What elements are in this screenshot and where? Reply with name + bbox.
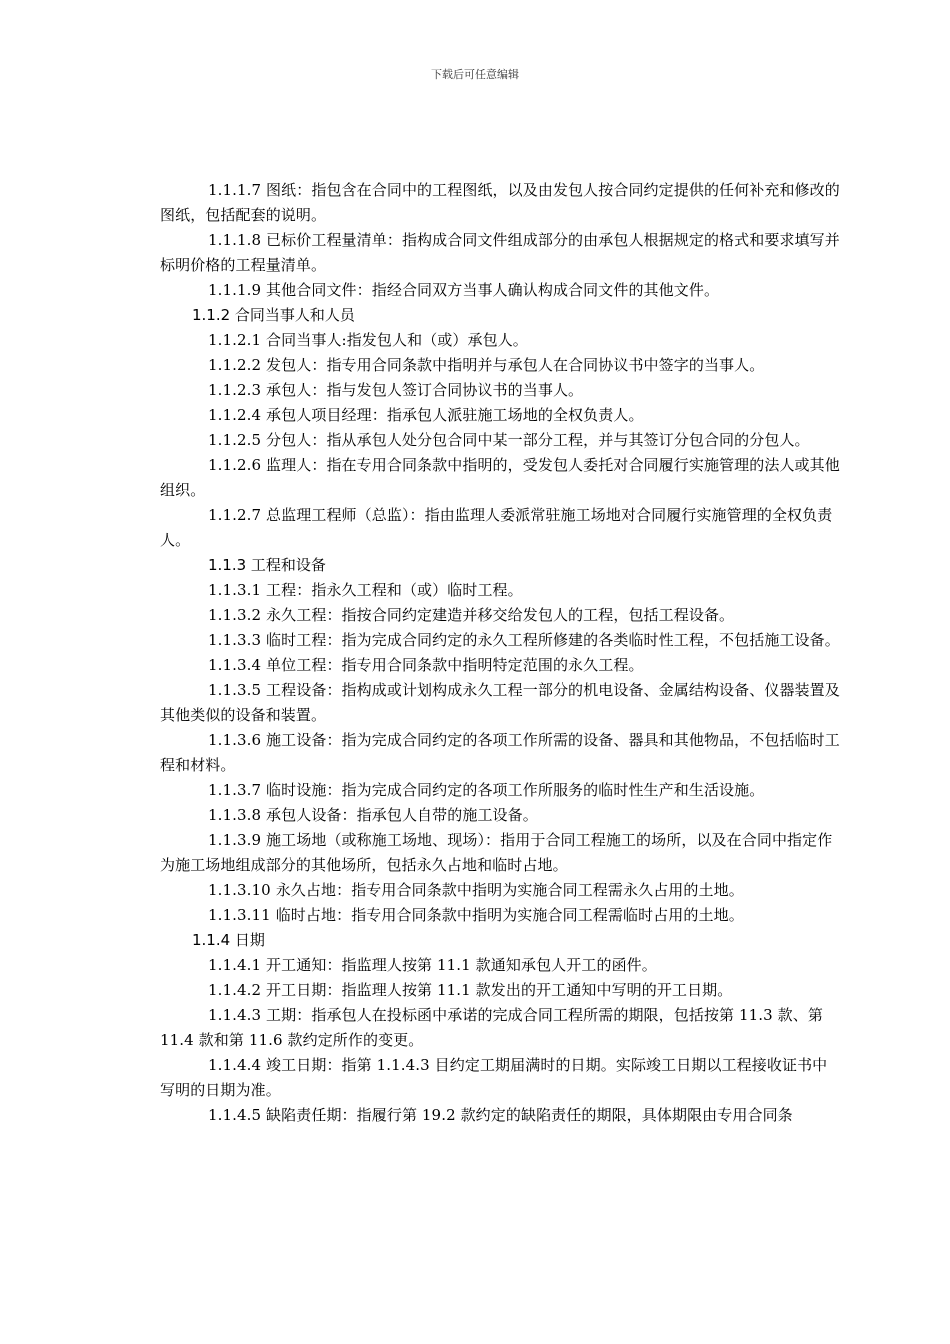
section-heading-1-1-3: 1.1.3 工程和设备 [208,556,326,574]
clause-1-1-3-2: 1.1.3.2 永久工程：指按合同约定建造并移交给发包人的工程，包括工程设备。 [208,606,735,624]
clause-1-1-3-11: 1.1.3.11 临时占地：指专用合同条款中指明为实施合同工程需临时占用的土地。 [208,906,744,924]
clause-1-1-3-7: 1.1.3.7 临时设施：指为完成合同约定的各项工作所服务的临时性生产和生活设施。 [208,781,765,799]
clause-1-1-3-5: 1.1.3.5 工程设备：指构成或计划构成永久工程一部分的机电设备、金属结构设备、仪器装置及其他类似的设备和装置。 [160,681,840,724]
section-heading-1-1-2: 1.1.2 合同当事人和人员 [192,306,355,324]
clause-1-1-3-9: 1.1.3.9 施工场地（或称施工场地、现场）：指用于合同工程施工的场所，以及在合同中指定作为施工场地组成部分的其他场所，包括永久占地和临时占地。 [160,831,833,874]
clause-1-1-1-9: 1.1.1.9 其他合同文件：指经合同双方当事人确认构成合同文件的其他文件。 [208,281,720,299]
clause-1-1-4-1: 1.1.4.1 开工通知：指监理人按第 11.1 款通知承包人开工的函件。 [208,956,657,974]
clause-1-1-3-8: 1.1.3.8 承包人设备：指承包人自带的施工设备。 [208,806,538,824]
clause-1-1-4-5: 1.1.4.5 缺陷责任期：指履行第 19.2 款约定的缺陷责任的期限，具体期限由专用合同条 [208,1106,793,1124]
clause-1-1-1-7: 1.1.1.7 图纸：指包含在合同中的工程图纸，以及由发包人按合同约定提供的任何补充和修改的图纸，包括配套的说明。 [160,181,840,224]
clause-1-1-2-2: 1.1.2.2 发包人：指专用合同条款中指明并与承包人在合同协议书中签字的当事人。 [208,356,765,374]
section-heading-1-1-4: 1.1.4 日期 [192,931,265,949]
clause-1-1-3-10: 1.1.3.10 永久占地：指专用合同条款中指明为实施合同工程需永久占用的土地。 [208,881,744,899]
clause-1-1-2-4: 1.1.2.4 承包人项目经理：指承包人派驻施工场地的全权负责人。 [208,406,644,424]
clause-1-1-3-4: 1.1.3.4 单位工程：指专用合同条款中指明特定范围的永久工程。 [208,656,644,674]
clause-1-1-2-1: 1.1.2.1 合同当事人:指发包人和（或）承包人。 [208,331,528,349]
clause-1-1-3-1: 1.1.3.1 工程：指永久工程和（或）临时工程。 [208,581,523,599]
clause-1-1-2-5: 1.1.2.5 分包人：指从承包人处分包合同中某一部分工程，并与其签订分包合同的分包人。 [208,431,810,449]
clause-1-1-2-3: 1.1.2.3 承包人：指与发包人签订合同协议书的当事人。 [208,381,584,399]
clause-1-1-2-7: 1.1.2.7 总监理工程师（总监）：指由监理人委派常驻施工场地对合同履行实施管理的全权负责人。 [160,506,833,549]
clause-1-1-3-3: 1.1.3.3 临时工程：指为完成合同约定的永久工程所修建的各类临时性工程，不包括施工设备。 [208,631,840,649]
clause-1-1-4-2: 1.1.4.2 开工日期：指监理人按第 11.1 款发出的开工通知中写明的开工日期。 [208,981,733,999]
document-body [160,178,840,1128]
page-header: 下载后可任意编辑 [431,68,519,81]
clause-1-1-2-6: 1.1.2.6 监理人：指在专用合同条款中指明的，受发包人委托对合同履行实施管理的法人或其他组织。 [160,456,840,499]
clause-1-1-4-3: 1.1.4.3 工期：指承包人在投标函中承诺的完成合同工程所需的期限，包括按第 11.3 款、第 11.4 款和第 11.6 款约定所作的变更。 [160,1006,823,1049]
clause-1-1-1-8: 1.1.1.8 已标价工程量清单：指构成合同文件组成部分的由承包人根据规定的格式和要求填写并标明价格的工程量清单。 [160,231,840,274]
clause-1-1-4-4: 1.1.4.4 竣工日期：指第 1.1.4.3 目约定工期届满时的日期。实际竣工日期以工程接收证书中写明的日期为准。 [160,1056,828,1099]
clause-1-1-3-6: 1.1.3.6 施工设备：指为完成合同约定的各项工作所需的设备、器具和其他物品，不包括临时工程和材料。 [160,731,840,774]
